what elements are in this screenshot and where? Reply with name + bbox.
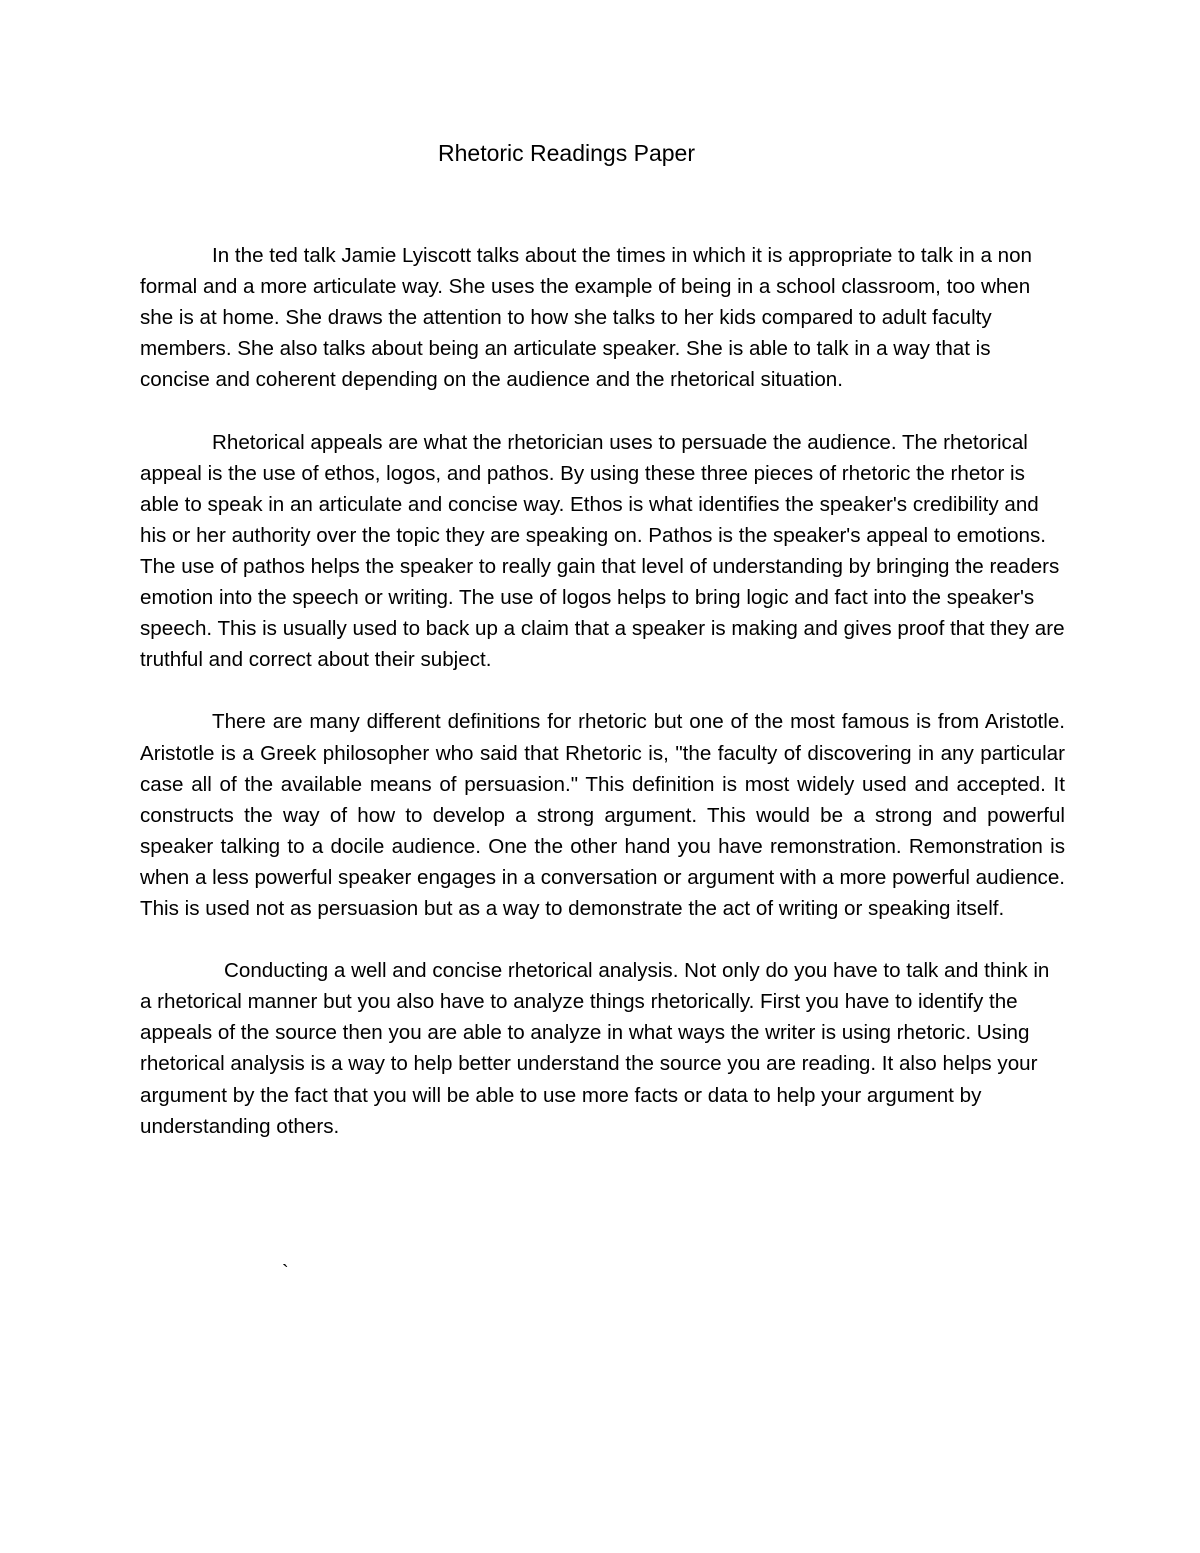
paragraph-2: Rhetorical appeals are what the rhetorician uses to persuade the audience. The rhetorical appeal is the use of ethos, logos, and pathos. By using these three pieces of rhetoric the rhetor is able to speak in an articulate and concise way. Ethos is what identifies the speaker's credibility and his or her authority over the topic they are speaking on. Pathos is the speaker's appeal to emotions. The use of pathos helps the speaker to really gain that level of understanding by bringing the readers emotion into the speech or writing. The use of logos helps to bring logic and fact into the speaker's speech. This is usually used to back up a claim that a speaker is making and gives proof that they are truthful and correct about their subject. [140,430,1065,672]
document-title: Rhetoric Readings Paper [438,140,695,166]
paragraph-1: In the ted talk Jamie Lyiscott talks about the times in which it is appropriate to talk in a non formal and a more articulate way. She uses the example of being in a school classroom, too when she is at home. She draws the attention to how she talks to her kids compared to adult faculty members. She also talks about being an articulate speaker. She is able to talk in a way that is concise and coherent depending on the audience and the rhetorical situation. [140,244,1032,392]
paragraph-3: There are many different definitions for rhetoric but one of the most famous is from Aristotle. Aristotle is a Greek philosopher who said that Rhetoric is, "the faculty of discovering in any particular case all of the available means of persuasion." This definition is most widely used and accepted. It constructs the way of how to develop a strong argument. This would be a strong and powerful speaker talking to a docile audience. One the other hand you have remonstration. Remonstration is when a less powerful speaker engages in a conversation or argument with a more powerful audience. This is used not as persuasion but as a way to demonstrate the act of writing or speaking itself. [140,710,1065,920]
document-body [140,240,1065,1142]
stray-backtick-mark: ` [282,1262,289,1284]
paragraph-4: Conducting a well and concise rhetorical analysis. Not only do you have to talk and think in a rhetorical manner but you also have to analyze things rhetorically. First you have to identify the appeals of the source then you are able to analyze in what ways the writer is using rhetoric. Using rhetorical analysis is a way to help better understand the source you are reading. It also helps your argument by the fact that you will be able to use more facts or data to help your argument by understanding others. [140,959,1050,1138]
